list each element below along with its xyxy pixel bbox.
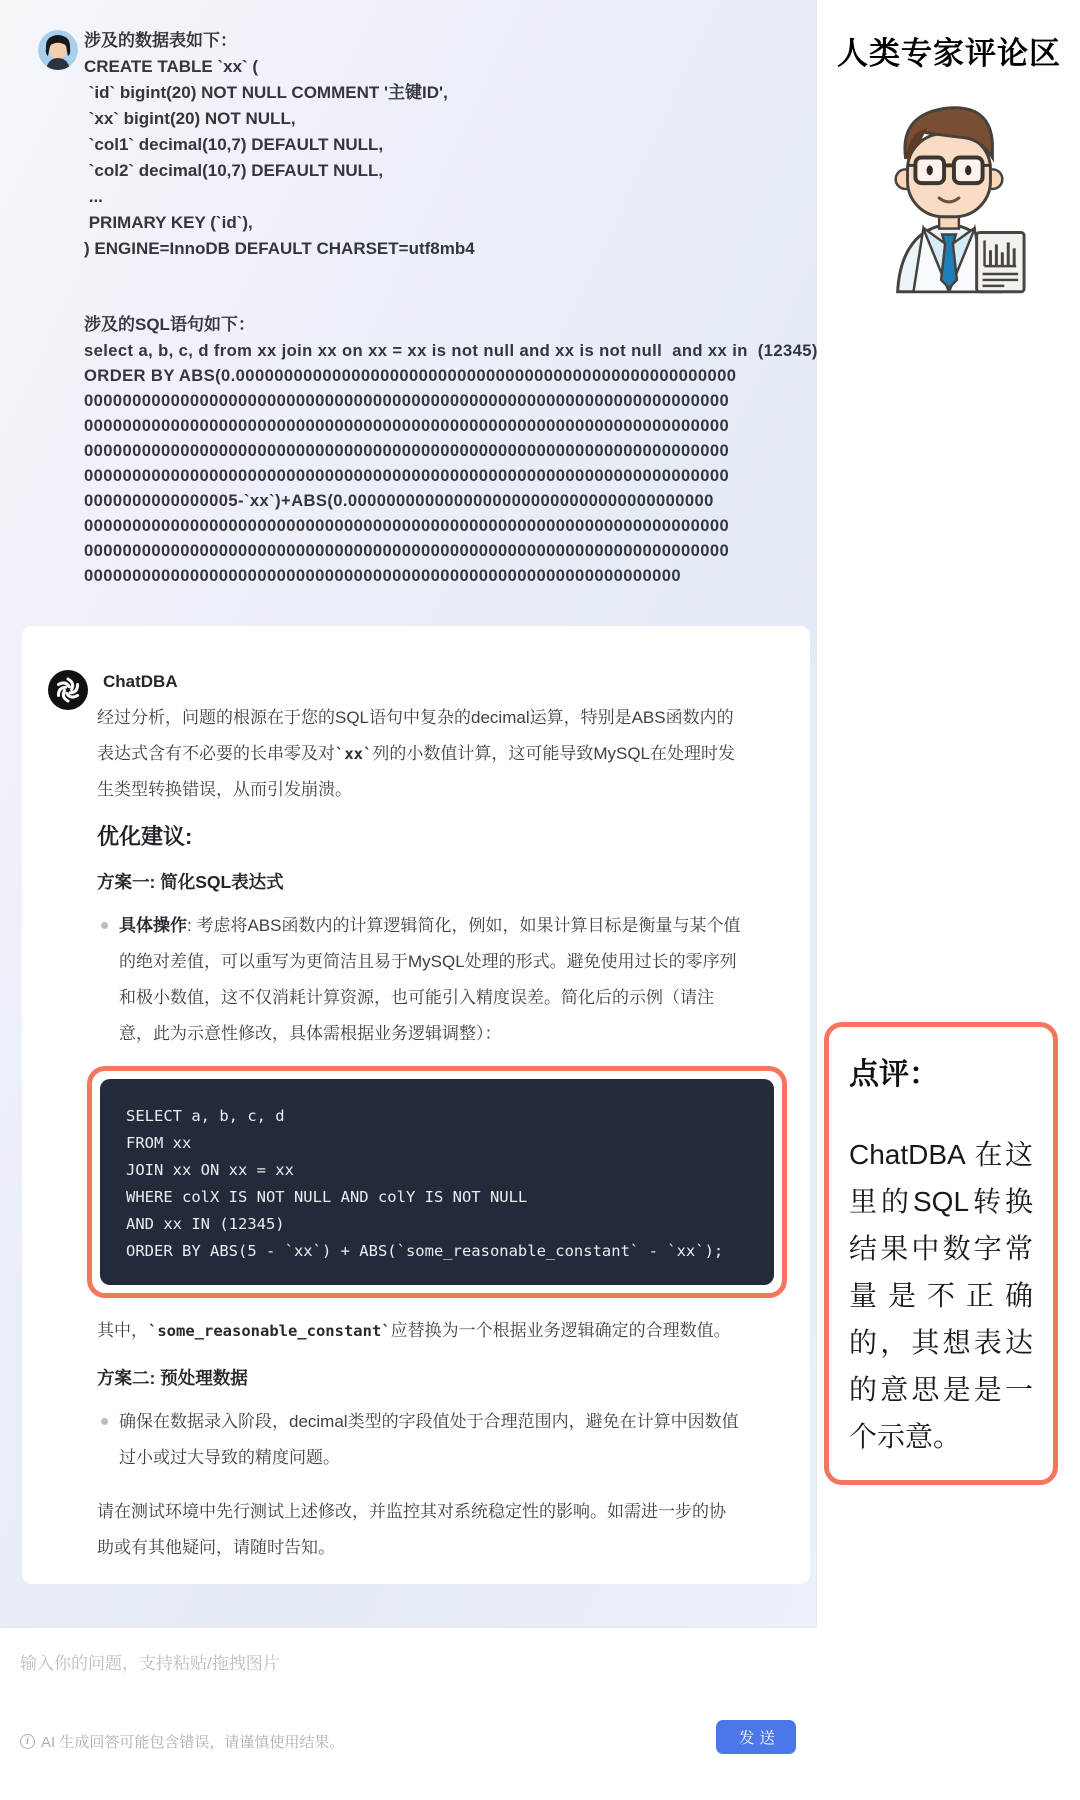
inline-code-constant: `some_reasonable_constant`	[148, 1322, 391, 1340]
sql-code-block	[100, 1079, 774, 1285]
create-table-line: ) ENGINE=InnoDB DEFAULT CHARSET=utf8mb4	[84, 239, 475, 258]
assistant-analysis	[97, 700, 742, 808]
bullet1-label: 具体操作	[119, 916, 187, 935]
sql-statement-line: 0000000000000000000000000000000000000000000000000000000000000000000	[84, 516, 730, 535]
note-text: 其中，	[97, 1321, 148, 1340]
sql-statement-line: ORDER BY ABS(0.0000000000000000000000000000000000000000000000000000	[84, 366, 737, 385]
create-table-line: `xx` bigint(20) NOT NULL,	[84, 109, 296, 128]
create-table-line: ...	[84, 187, 103, 206]
bullet-dot-icon	[101, 922, 108, 929]
comment-body: ChatDBA 在这里的SQL转换结果中数字常量是不正确的，其想表达的意思是是一个示意。	[849, 1139, 1033, 1452]
bullet2-text: 确保在数据录入阶段，decimal类型的字段值处于合理范围内，避免在计算中因数值过小或过大导致的精度问题。	[119, 1412, 739, 1467]
sql-statement-line: select a, b, c, d from xx join xx on xx = xx is not null and xx is not null and xx in (12345)	[84, 341, 818, 360]
assistant-name: ChatDBA	[103, 672, 178, 691]
analysis-text: 列的小数值计算，这可能导致MySQL在处理时发生类型转换错误，从而引发崩溃。	[97, 744, 736, 799]
sql-statement-line: 00000000000000000000000000000000000000000000000000000000000000	[84, 566, 681, 585]
expert-highlight-box	[87, 1066, 787, 1298]
send-button[interactable]: 发送	[716, 1720, 796, 1754]
disclaimer-text: AI 生成回答可能包含错误，请谨慎使用结果。	[41, 1734, 345, 1751]
expert-panel-title: 人类专家评论区	[837, 36, 1061, 71]
sql-statement-line: 0000000000000000000000000000000000000000000000000000000000000000000	[84, 441, 730, 460]
ai-disclaimer	[20, 1731, 344, 1752]
create-table-line: PRIMARY KEY (`id`),	[84, 213, 253, 232]
plan1-heading: 方案一: 简化SQL表达式	[97, 872, 284, 892]
note-text: 应替换为一个根据业务逻辑确定的合理数值。	[390, 1321, 731, 1340]
closing-paragraph: 请在测试环境中先行测试上述修改，并监控其对系统稳定性的影响。如需进一步的协助或有其他疑问，请随时告知。	[97, 1502, 726, 1557]
suggestions-heading: 优化建议:	[97, 824, 193, 849]
code-line: WHERE colX IS NOT NULL AND colY IS NOT NULL	[126, 1188, 528, 1206]
create-table-line: `col2` decimal(10,7) DEFAULT NULL,	[84, 161, 384, 180]
bullet1-text: : 考虑将ABS函数内的计算逻辑简化，例如，如果计算目标是衡量与某个值的绝对差值，可以重写为更简洁且易于MySQL处理的形式。避免使用过长的零序列和极小数值，这不仅消耗计算资源，也可能引入精度误差。简化后的示例（请注意，此为示意性修改，具体需根据业务逻辑调整）：	[119, 916, 741, 1043]
assistant-message-card	[22, 626, 810, 1584]
table-intro: 涉及的数据表如下：	[84, 31, 237, 50]
sql-statement-line: 0000000000000000000000000000000000000000000000000000000000000000000	[84, 391, 730, 410]
code-line: ORDER BY ABS(5 - `xx`) + ABS(`some_reasonable_constant` - `xx`);	[126, 1242, 724, 1260]
sql-statement-line: 0000000000000000000000000000000000000000000000000000000000000000000	[84, 541, 730, 560]
code-line: SELECT a, b, c, d	[126, 1107, 285, 1125]
sql-statement-line: 0000000000000000000000000000000000000000000000000000000000000000000	[84, 416, 730, 435]
bullet-dot-icon	[101, 1418, 108, 1425]
sql-statement-line: 0000000000000005-`xx`)+ABS(0.00000000000000000000000000000000000000	[84, 491, 714, 510]
code-line: AND xx IN (12345)	[126, 1215, 285, 1233]
plan1-bullet	[97, 908, 742, 1052]
expert-comment-box	[824, 1022, 1058, 1485]
plan2-bullet	[97, 1404, 742, 1476]
expert-comment-panel	[818, 0, 1080, 1800]
code-line: JOIN xx ON xx = xx	[126, 1161, 294, 1179]
question-input[interactable]	[20, 1646, 640, 1682]
create-table-line: `col1` decimal(10,7) DEFAULT NULL,	[84, 135, 384, 154]
expert-illustration	[870, 95, 1028, 295]
user-avatar-icon	[38, 30, 78, 70]
code-line: FROM xx	[126, 1134, 192, 1152]
create-table-line: CREATE TABLE `xx` (	[84, 57, 259, 76]
chart-document-icon	[977, 233, 1024, 292]
analysis-text: 经过分析，问题的根源在于您的SQL语句中复杂的decimal运算，特别是ABS函数内的表达式含有不必要的长串零及对	[97, 708, 734, 763]
info-icon: i	[20, 1734, 35, 1749]
sql-intro: 涉及的SQL语句如下：	[84, 315, 255, 334]
chatdba-logo-icon	[48, 670, 88, 710]
create-table-line: `id` bigint(20) NOT NULL COMMENT '主键ID',	[84, 83, 448, 102]
constant-note	[97, 1314, 742, 1348]
comment-heading: 点评：	[849, 1058, 939, 1091]
sql-statement-line: 0000000000000000000000000000000000000000000000000000000000000000000	[84, 466, 730, 485]
plan2-heading: 方案二: 预处理数据	[97, 1368, 248, 1388]
user-message	[38, 28, 818, 588]
inline-code-xx: `xx`	[335, 745, 373, 763]
